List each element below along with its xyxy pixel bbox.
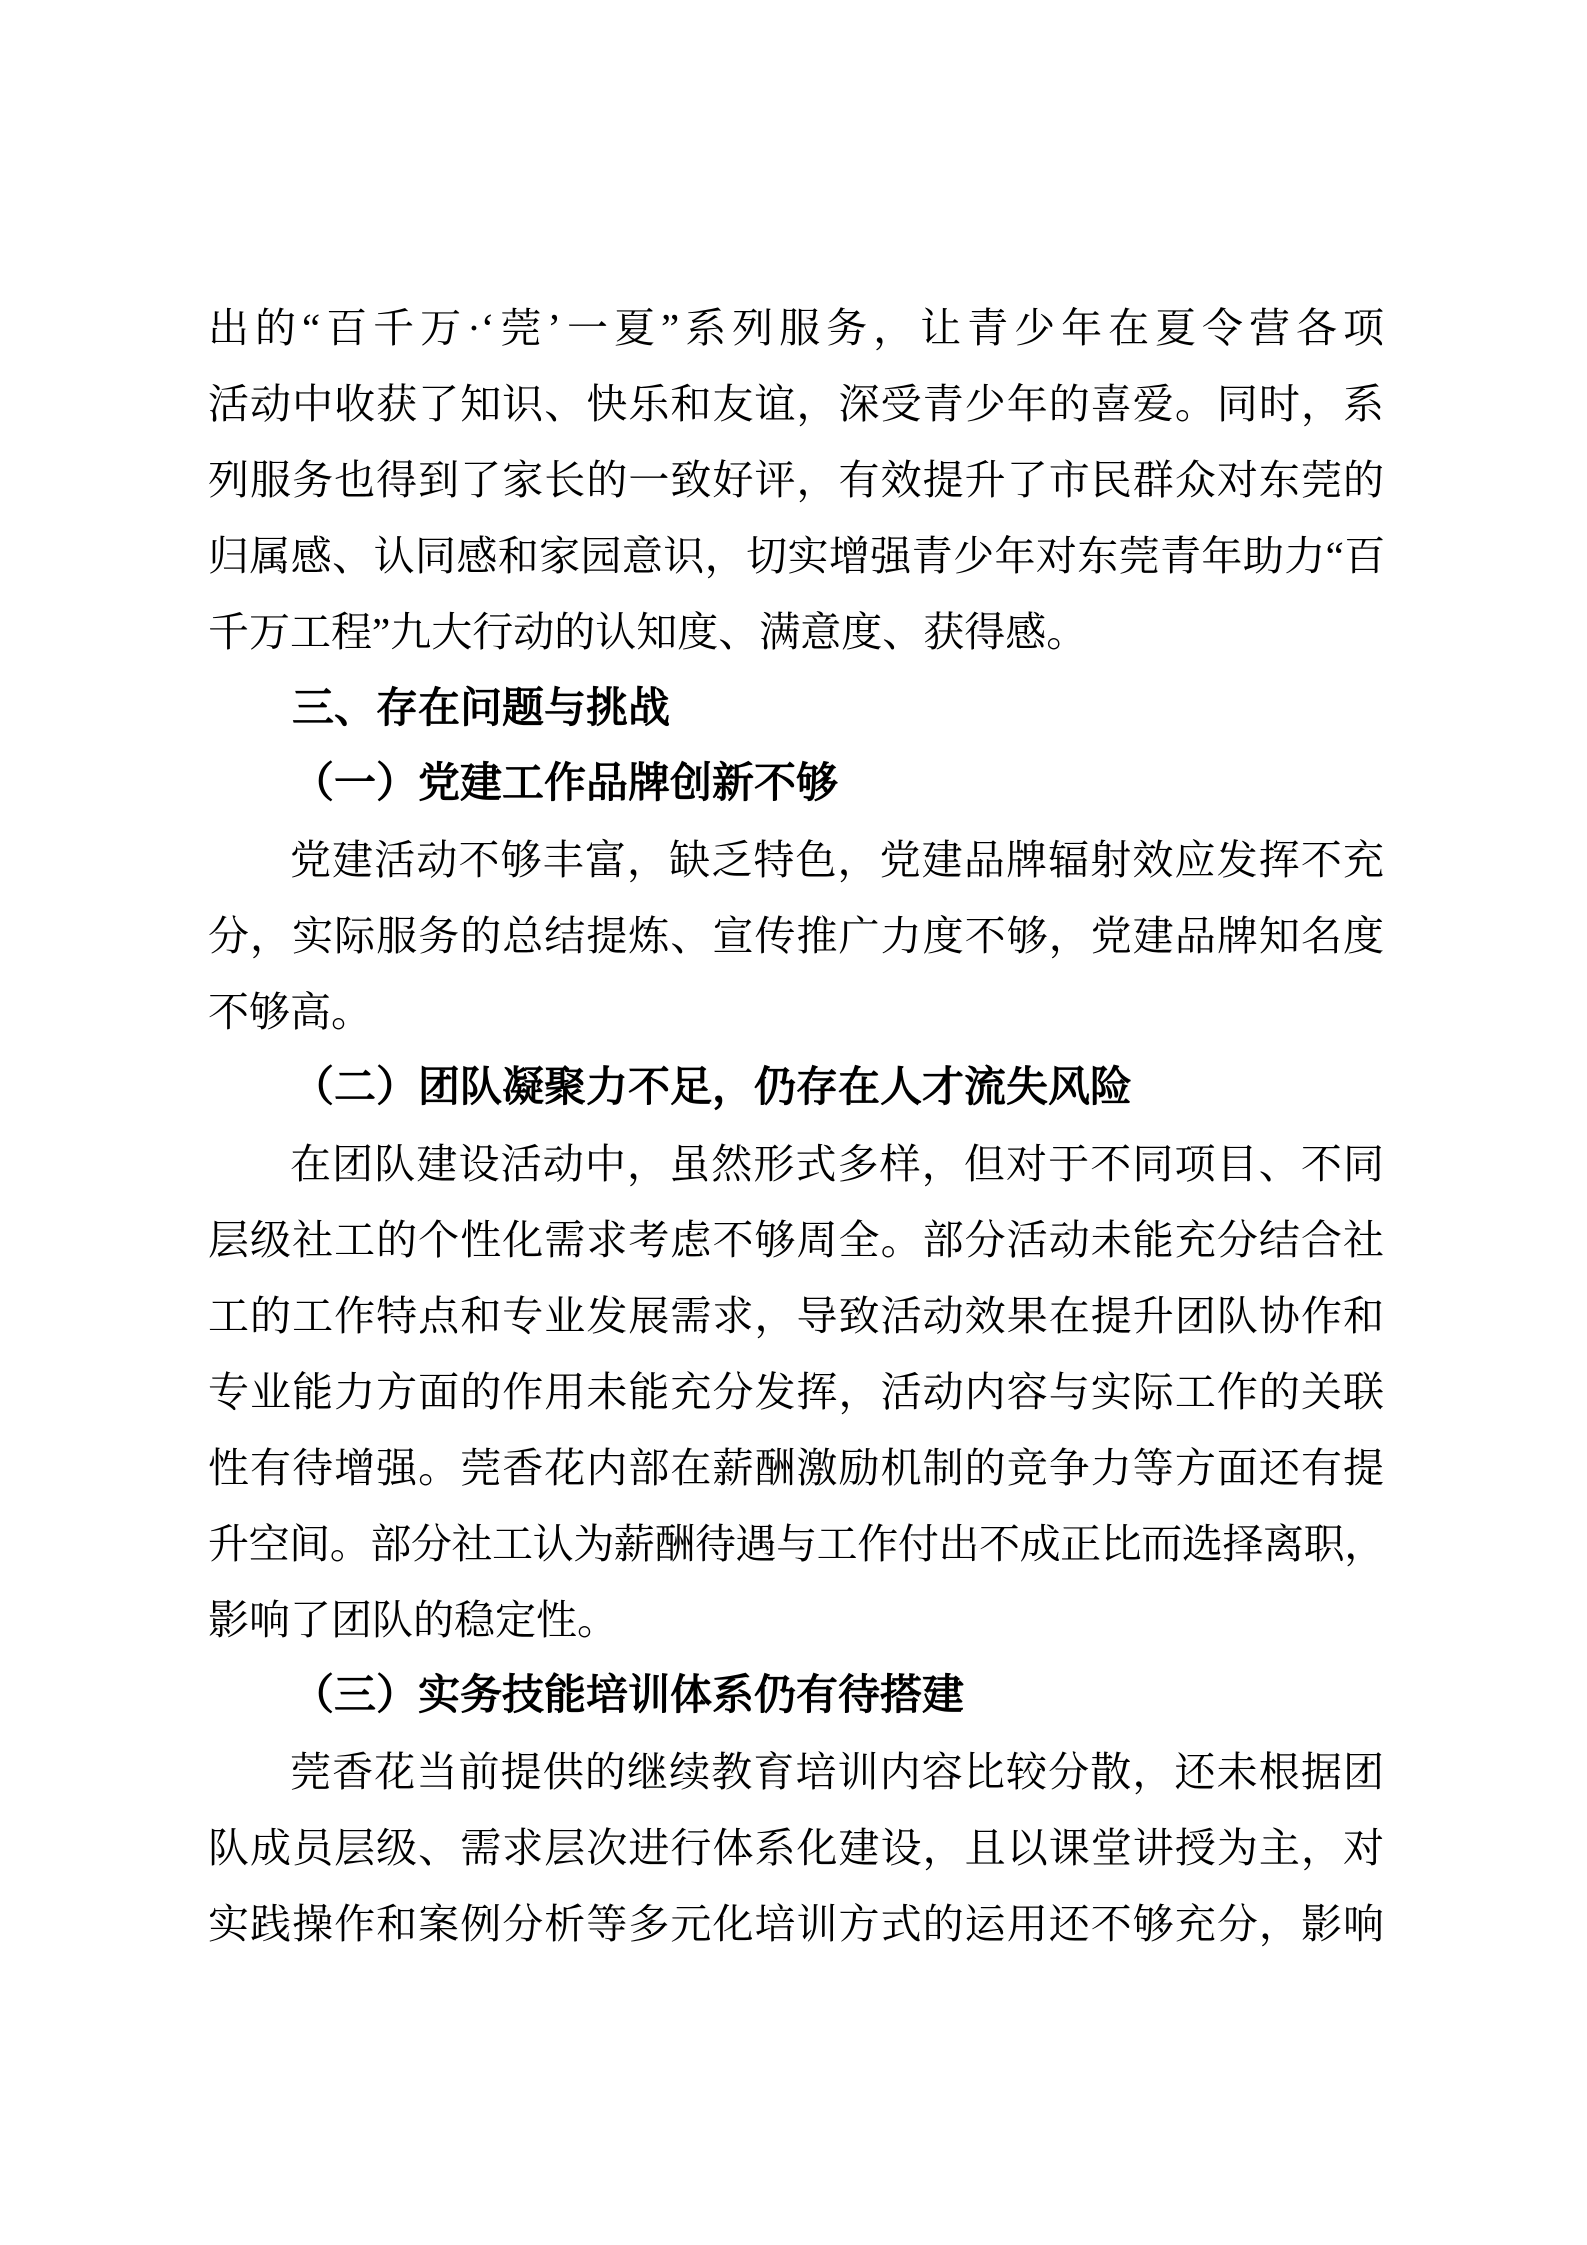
- subsection-heading-text: （一）党建工作品牌创新不够: [292, 761, 839, 807]
- subsection-heading-text: （二）团队凝聚力不足，仍存在人才流失风险: [292, 1065, 1133, 1111]
- text-line: 队成员层级、需求层次进行体系化建设，且以课堂讲授为主，对: [208, 1825, 1384, 1871]
- paragraph: [208, 1126, 1384, 1658]
- paragraph: [208, 1734, 1384, 1962]
- text-line: 性有待增强。莞香花内部在薪酬激励机制的竞争力等方面还有提: [208, 1445, 1384, 1491]
- text-line: 层级社工的个性化需求考虑不够周全。部分活动未能充分结合社: [208, 1217, 1384, 1263]
- text-line: 专业能力方面的作用未能充分发挥，活动内容与实际工作的关联: [208, 1369, 1384, 1415]
- document-body: [208, 290, 1384, 1962]
- subsection-heading: [208, 1658, 1384, 1734]
- text-line: 千万工程”九大行动的认知度、满意度、获得感。: [208, 609, 1088, 655]
- text-line: 归属感、认同感和家园意识，切实增强青少年对东莞青年助力“百: [208, 533, 1384, 579]
- text-line: 实践操作和案例分析等多元化培训方式的运用还不够充分，影响: [208, 1901, 1384, 1947]
- text-line: 工的工作特点和专业发展需求，导致活动效果在提升团队协作和: [208, 1293, 1384, 1339]
- text-line: 列服务也得到了家长的一致好评，有效提升了市民群众对东莞的: [208, 457, 1384, 503]
- section-heading: [208, 670, 1384, 746]
- text-line: 莞香花当前提供的继续教育培训内容比较分散，还未根据团: [290, 1749, 1384, 1795]
- text-line: 在团队建设活动中，虽然形式多样，但对于不同项目、不同: [290, 1141, 1384, 1187]
- text-line: 影响了团队的稳定性。: [208, 1597, 618, 1643]
- paragraph: [208, 290, 1384, 670]
- text-line: 党建活动不够丰富，缺乏特色，党建品牌辐射效应发挥不充: [290, 837, 1384, 883]
- subsection-heading: [208, 1050, 1384, 1126]
- text-line: 不够高。: [208, 989, 372, 1035]
- text-line: 升空间。部分社工认为薪酬待遇与工作付出不成正比而选择离职，: [208, 1521, 1384, 1567]
- section-heading-text: 三、存在问题与挑战: [292, 684, 671, 731]
- text-line: 活动中收获了知识、快乐和友谊，深受青少年的喜爱。同时，系: [208, 381, 1384, 427]
- subsection-heading-text: （三）实务技能培训体系仍有待搭建: [292, 1673, 965, 1719]
- text-line: 出的“百千万·‘莞’一夏”系列服务，让青少年在夏令营各项: [208, 305, 1384, 351]
- paragraph: [208, 822, 1384, 1050]
- text-line: 分，实际服务的总结提炼、宣传推广力度不够，党建品牌知名度: [208, 913, 1384, 959]
- subsection-heading: [208, 746, 1384, 822]
